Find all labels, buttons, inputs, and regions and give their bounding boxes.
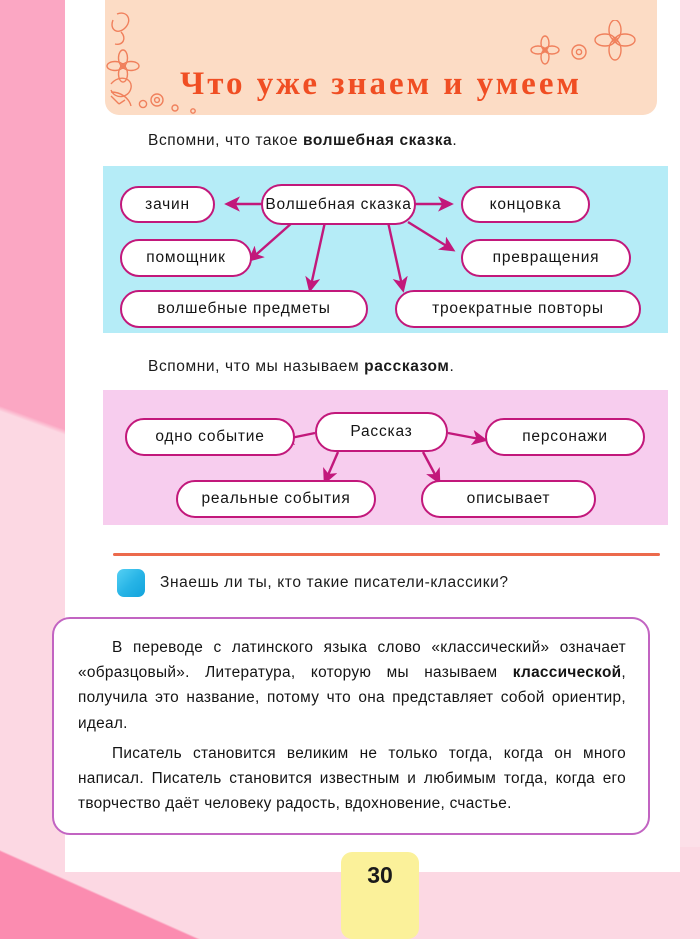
node-kontsovka: концовка (461, 186, 590, 223)
node-personazhi: персонажи (485, 418, 645, 456)
reading-box (52, 617, 650, 835)
page-title: Что уже знаем и умеем (180, 66, 582, 102)
node-pomoshchnik: помощник (120, 239, 252, 277)
prompt-fairytale-text-a: Вспомни, что такое (148, 132, 303, 149)
prompt-fairytale (148, 132, 457, 150)
prompt-story-text-a: Вспомни, что мы называем (148, 358, 365, 375)
prompt-story-text-b: . (449, 358, 455, 375)
node-realnye-sobytiya: реальные события (176, 480, 376, 518)
reading-p1-bold: классической (512, 664, 622, 682)
node-odno-sobytie: одно событие (125, 418, 295, 456)
prompt-fairytale-bold: волшебная сказка (302, 132, 453, 149)
prompt-fairytale-text-b: . (452, 132, 458, 149)
section-divider (113, 553, 660, 556)
diagram-fairytale (103, 166, 668, 333)
node-prevrashcheniya: превращения (461, 239, 631, 277)
header-banner (105, 0, 657, 115)
reading-p1-a: В переводе с латинского языка слово «классический» означает «образцовый». Литература, которую мы называем (78, 639, 626, 682)
reading-p1-b: , получила это название, потому что она представляет собой ориентир, идеал. (78, 664, 626, 732)
prompt-story-bold: рассказом (364, 358, 450, 375)
reading-paragraph-2: Писатель становится великим не только тогда, когда он много написал. Писатель становится известным и любимым тогда, когда его творчество даёт человеку радость, вдохновение, счастье. (78, 744, 626, 813)
bullet-square-icon (117, 569, 145, 597)
question-text: Знаешь ли ты, кто такие писатели-классики? (160, 574, 509, 591)
reading-paragraph-1 (78, 635, 626, 736)
node-opisyvaet: описывает (421, 480, 596, 518)
prompt-story (148, 358, 454, 376)
node-volshebnye-predmety: волшебные предметы (120, 290, 368, 328)
node-zachin: зачин (120, 186, 215, 223)
node-center-story: Рассказ (315, 412, 448, 452)
page-number-tab: 30 (341, 852, 419, 939)
node-center-fairytale: Волшебная сказка (261, 184, 416, 225)
diagram-story (103, 390, 668, 525)
node-troekratnye-povtory: троекратные повторы (395, 290, 641, 328)
